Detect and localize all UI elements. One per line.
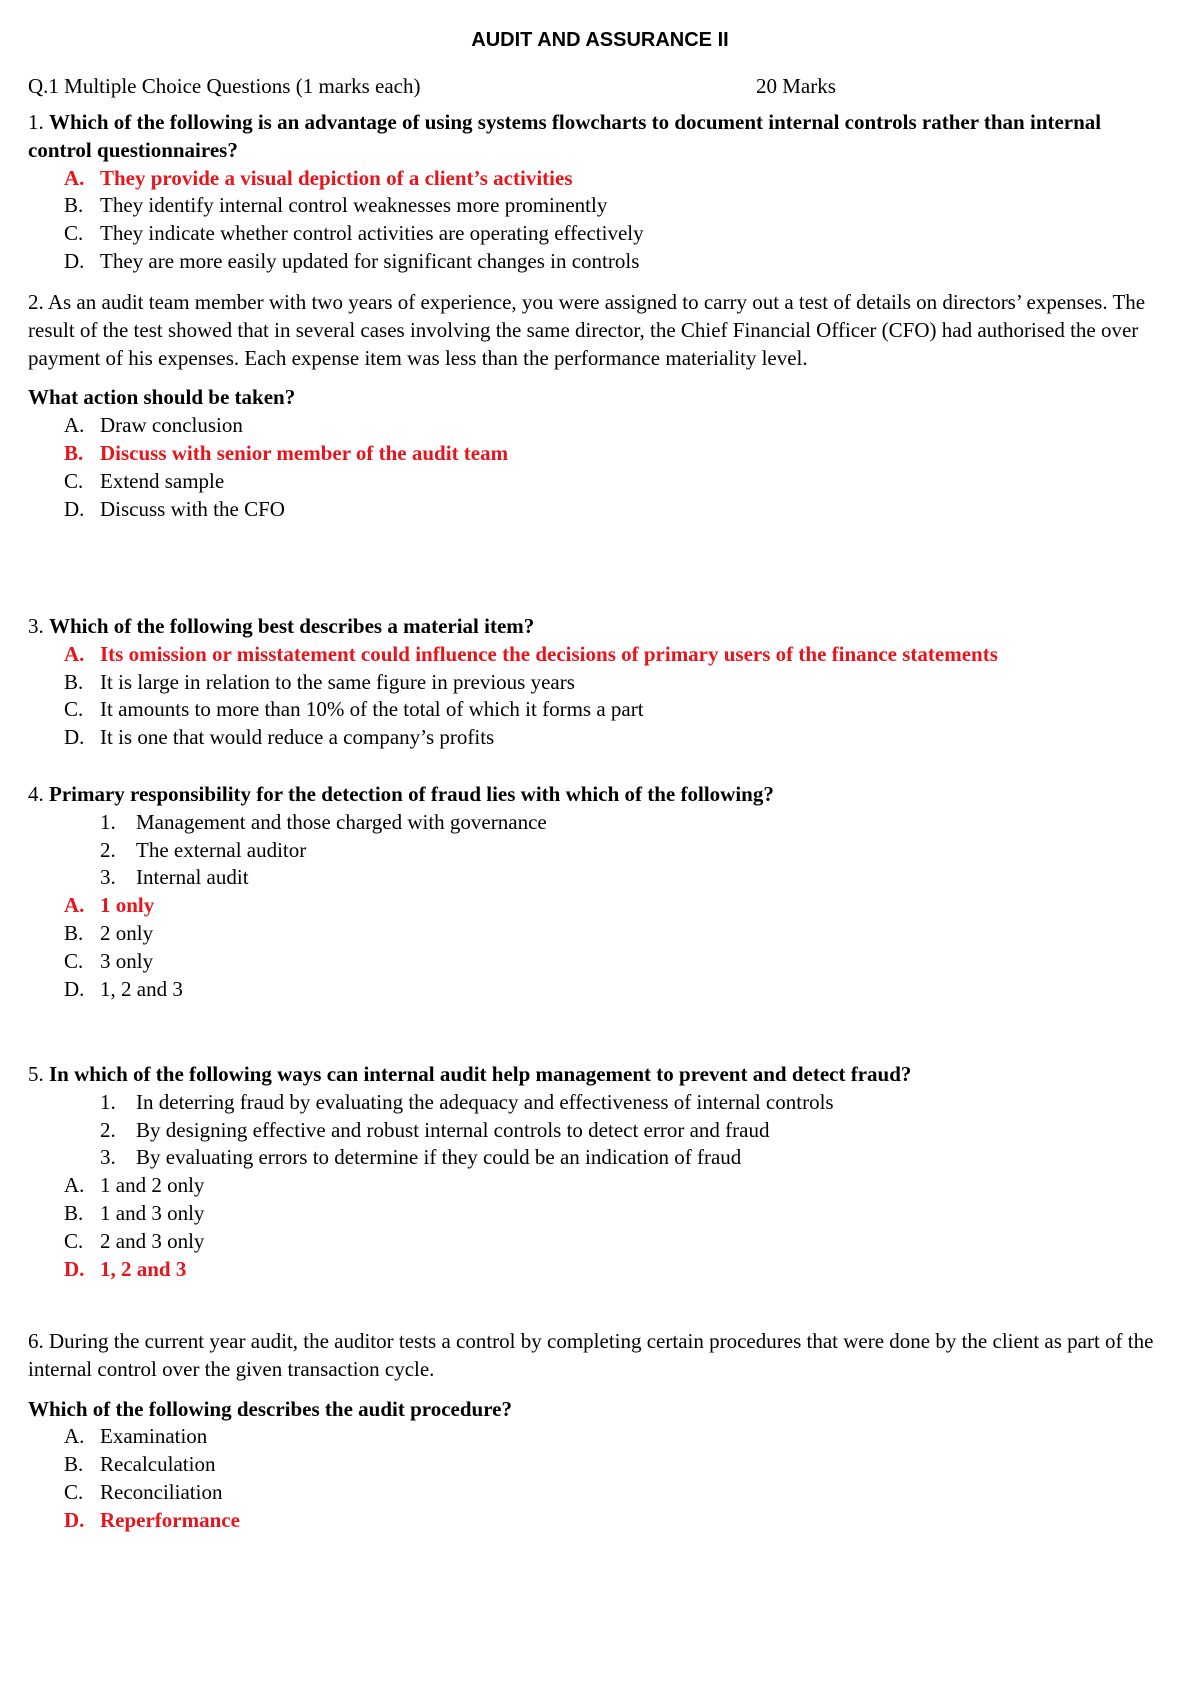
option-text: 2 only (100, 920, 154, 945)
option-letter: C. (64, 697, 84, 722)
question-1 (28, 109, 1168, 276)
option-d[interactable] (28, 248, 1168, 276)
question-5 (28, 1061, 1168, 1283)
question-4 (28, 781, 1168, 1003)
option-letter: B. (64, 440, 84, 465)
option-text: They provide a visual depiction of a client’s activities (100, 165, 573, 190)
option-c[interactable] (28, 1228, 1168, 1256)
option-text: Discuss with the CFO (100, 496, 285, 521)
option-letter: B. (64, 1200, 84, 1225)
option-a[interactable] (28, 892, 1168, 920)
option-letter: D. (64, 976, 85, 1001)
option-c[interactable] (28, 1479, 1168, 1507)
option-letter: D. (64, 496, 85, 521)
option-letter: A. (64, 1424, 85, 1449)
option-letter: D. (64, 1507, 85, 1532)
question-text: 6. During the current year audit, the auditor tests a control by completing certain procedures that were done by the client as part of the internal control over the given transaction cycle. (28, 1329, 1154, 1381)
statement-item: 1. Management and those charged with governance (100, 809, 547, 834)
option-b[interactable] (28, 1451, 1168, 1479)
question-text: 2. As an audit team member with two years of experience, you were assigned to carry out a test of details on directors’ expenses. The result of the test showed that in several cases involving the same director, the Chief Financial Officer (CFO) had authorised the over payment of his expenses. Each expense item was less than the performance materiality level. (28, 290, 1146, 370)
option-b[interactable] (28, 192, 1168, 220)
option-d[interactable] (28, 1507, 1168, 1535)
option-letter: C. (64, 1479, 84, 1504)
question-text: 5. In which of the following ways can internal audit help management to prevent and detect fraud? (28, 1062, 912, 1086)
question-6 (28, 1328, 1168, 1535)
option-c[interactable] (28, 468, 1168, 496)
option-a[interactable] (28, 641, 1168, 669)
option-letter: B. (64, 193, 84, 218)
statement-item: 2. By designing effective and robust internal controls to detect error and fraud (100, 1117, 770, 1142)
option-text: 1, 2 and 3 (100, 1256, 187, 1281)
option-text: 1 only (100, 893, 155, 918)
option-letter: A. (64, 165, 85, 190)
statement-item: 1. In deterring fraud by evaluating the adequacy and effectiveness of internal controls (100, 1089, 834, 1114)
answer-options (28, 641, 1168, 752)
answer-options (28, 1423, 1168, 1534)
option-d[interactable] (28, 1256, 1168, 1284)
option-c[interactable] (28, 696, 1168, 724)
question-3 (28, 613, 1168, 752)
answer-options (28, 892, 1168, 1003)
answer-options (28, 1172, 1168, 1283)
option-b[interactable] (28, 440, 1168, 468)
option-letter: C. (64, 468, 84, 493)
question-prompt: Which of the following describes the audit procedure? (28, 1396, 512, 1421)
answer-options (28, 165, 1168, 276)
option-d[interactable] (28, 724, 1168, 752)
question-2 (28, 289, 1168, 523)
section-marks: 20 Marks (756, 74, 836, 98)
option-letter: A. (64, 893, 85, 918)
option-letter: D. (64, 1256, 85, 1281)
option-a[interactable] (28, 1423, 1168, 1451)
option-text: Discuss with senior member of the audit team (100, 440, 509, 465)
question-prompt: What action should be taken? (28, 385, 296, 410)
option-letter: C. (64, 221, 84, 246)
statement-list (28, 809, 1168, 892)
option-d[interactable] (28, 976, 1168, 1004)
option-text: Recalculation (100, 1452, 216, 1477)
option-letter: A. (64, 413, 85, 438)
option-b[interactable] (28, 1200, 1168, 1228)
section-title: Q.1 Multiple Choice Questions (1 marks each) (28, 74, 421, 98)
option-text: They are more easily updated for significant changes in controls (100, 248, 640, 273)
document-title: AUDIT AND ASSURANCE II (471, 29, 729, 51)
option-letter: C. (64, 1228, 84, 1253)
option-text: Examination (100, 1424, 208, 1449)
option-a[interactable] (28, 412, 1168, 440)
option-letter: B. (64, 1452, 84, 1477)
option-letter: C. (64, 948, 84, 973)
option-text: Reperformance (100, 1507, 240, 1532)
option-text: It amounts to more than 10% of the total of which it forms a part (100, 697, 644, 722)
option-letter: A. (64, 1173, 85, 1198)
option-text: 1 and 2 only (100, 1173, 205, 1198)
option-text: Draw conclusion (100, 413, 243, 438)
option-text: 1, 2 and 3 (100, 976, 183, 1001)
option-text: They indicate whether control activities are operating effectively (100, 221, 644, 246)
option-b[interactable] (28, 920, 1168, 948)
option-d[interactable] (28, 496, 1168, 524)
option-a[interactable] (28, 1172, 1168, 1200)
option-a[interactable] (28, 165, 1168, 193)
option-b[interactable] (28, 669, 1168, 697)
question-text: 4. Primary responsibility for the detection of fraud lies with which of the following? (28, 782, 774, 806)
option-text: 3 only (100, 948, 154, 973)
option-text: Reconciliation (100, 1479, 223, 1504)
question-text: 3. Which of the following best describes a material item? (28, 614, 535, 638)
statement-item: 2. The external auditor (100, 837, 307, 862)
statement-item: 3. By evaluating errors to determine if they could be an indication of fraud (100, 1145, 742, 1170)
section-header (28, 72, 868, 100)
answer-options (28, 412, 1168, 523)
option-letter: B. (64, 920, 84, 945)
question-text: 1. Which of the following is an advantage of using systems flowcharts to document internal controls rather than internal control questionnaires? (28, 110, 1102, 162)
option-letter: B. (64, 669, 84, 694)
option-text: They identify internal control weaknesses more prominently (100, 193, 608, 218)
option-text: Extend sample (100, 468, 225, 493)
option-letter: D. (64, 248, 85, 273)
option-letter: A. (64, 641, 85, 666)
option-text: It is one that would reduce a company’s profits (100, 725, 495, 750)
statement-list (28, 1089, 1168, 1172)
option-text: It is large in relation to the same figure in previous years (100, 669, 575, 694)
option-text: Its omission or misstatement could influence the decisions of primary users of the finance statements (100, 641, 998, 666)
option-text: 1 and 3 only (100, 1200, 205, 1225)
option-c[interactable] (28, 220, 1168, 248)
statement-item: 3. Internal audit (100, 865, 249, 890)
option-letter: D. (64, 725, 85, 750)
option-text: 2 and 3 only (100, 1228, 205, 1253)
option-c[interactable] (28, 948, 1168, 976)
